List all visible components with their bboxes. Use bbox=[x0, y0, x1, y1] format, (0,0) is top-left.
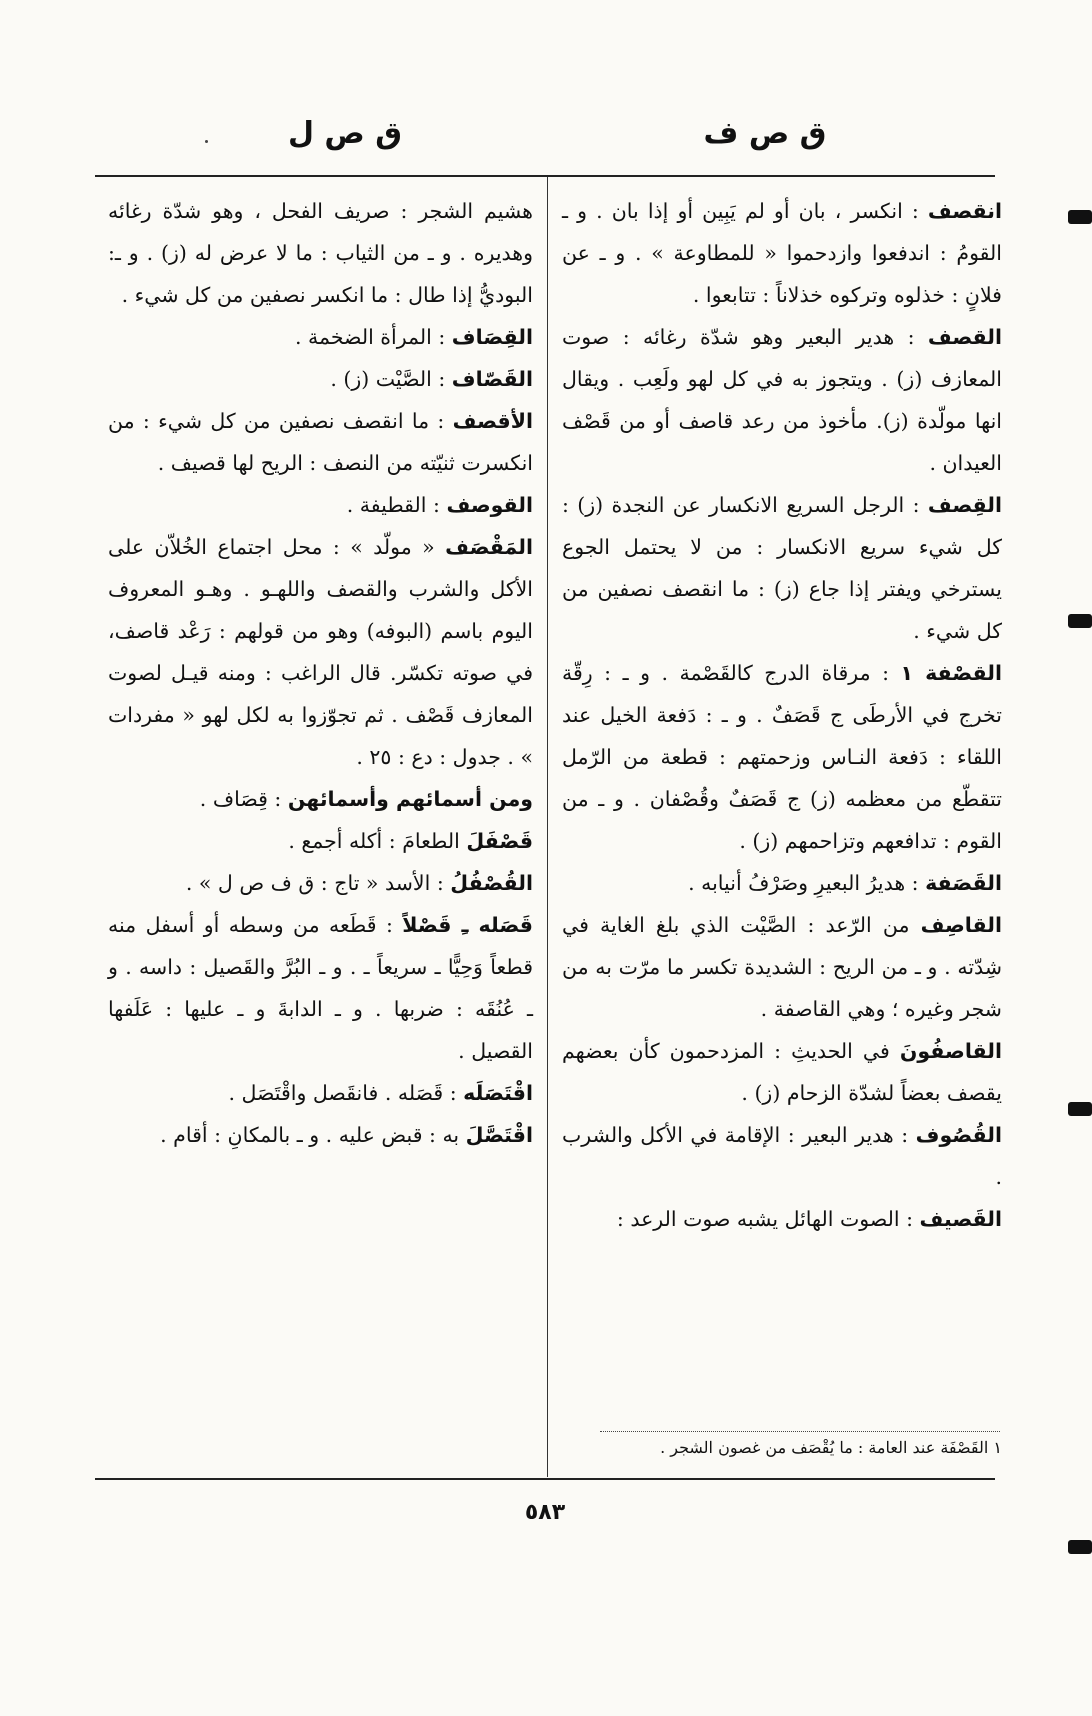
footnote-rule bbox=[600, 1431, 1000, 1432]
definition: : هديرُ البعيرِ وصَرْفُ أنيابه . bbox=[688, 871, 919, 895]
header-root-right: ق ص ف bbox=[703, 116, 827, 151]
definition: : هدير البعير وهو شدّة رغائه : صوت المعازف (ز) . ويتجوز به في كل لهو ولَعِب . ويقال انها مولّدة (ز). مأخوذ من رعد قاصف أو من قَصْف العيدان . bbox=[562, 325, 1002, 475]
entry-alqasifun bbox=[562, 1030, 1002, 1114]
definition: : الصوت الهائل يشبه صوت الرعد : bbox=[616, 1207, 913, 1231]
headword: القُصْفُلُ bbox=[450, 871, 533, 895]
entry-alqisaf bbox=[108, 316, 533, 358]
headword: الأقصف bbox=[452, 409, 533, 433]
entry-alqasif bbox=[562, 904, 1002, 1030]
left-column bbox=[108, 190, 533, 1156]
definition: : الأسد « تاج : ق ف ص ل » . bbox=[185, 871, 444, 895]
headword: قَصَله ـِ قَصْلاً bbox=[402, 913, 533, 937]
definition: به : قبض عليه . و ـ بالمكانِ : أقام . bbox=[160, 1123, 460, 1147]
right-column bbox=[562, 190, 1002, 1240]
entry-alqisf bbox=[562, 484, 1002, 652]
footnote: ١ القَصْفَة عند العامة : ما يُقْصَف من غصون الشجر . bbox=[660, 1438, 1002, 1457]
top-rule bbox=[95, 175, 995, 177]
definition: : انكسر ، بان أو لم يَبِين أو إذا بان . و ـ القومُ : اندفعوا وازدحموا « للمطاوعة » . و ـ عن فلانٍ : خذلوه وتركوه خذلاناً : تتابعوا . bbox=[562, 199, 1002, 307]
header-dot bbox=[205, 140, 208, 143]
headword: القاصِف bbox=[920, 913, 1002, 937]
entry-iqtassala bbox=[108, 1114, 533, 1156]
margin-mark-icon bbox=[1068, 1540, 1092, 1554]
entry-almaqsaf bbox=[108, 526, 533, 778]
definition: : المرأة الضخمة . bbox=[294, 325, 446, 349]
definition: في الحديثِ : المزدحمون كأن بعضهم يقصف بعضاً لشدّة الزحام (ز) . bbox=[562, 1039, 1002, 1105]
definition: هشيم الشجر : صريف الفحل ، وهو شدّة رغائه وهديره . و ـ من الثياب : ما لا عرض له (ز) . و ـ: البوديُّ إذا طال : ما انكسر نصفين من كل شيء . bbox=[108, 199, 533, 307]
margin-mark-icon bbox=[1068, 210, 1092, 224]
headword: القصف bbox=[927, 325, 1002, 349]
headword: القِصَاف bbox=[451, 325, 533, 349]
entry-alqusuf bbox=[562, 1114, 1002, 1198]
entry-alqasfa bbox=[562, 652, 1002, 862]
headword: القصْفة ١ bbox=[900, 661, 1002, 685]
entry-alqasif-sound bbox=[562, 1198, 1002, 1240]
definition: : مرقاة الدرج كالقَصْمة . و ـ : رِقّة تخرج في الأرطَى ج قَصَفٌ . و ـ : دَفعة الخيل عند اللقاء : دَفعة النـاس وزحمتهم : قطعة من الرّمل تتقطّع من معظمه (ز) ج قَصَفٌ وقُصْفان . و ـ من القوم : تدافعهم وتزاحمهم (ز) . bbox=[562, 661, 1002, 853]
headword: المَقْصَف bbox=[445, 535, 533, 559]
headword: القوصف bbox=[446, 493, 533, 517]
headword: اقْتَصَّلَ bbox=[465, 1123, 533, 1147]
margin-mark-icon bbox=[1068, 614, 1092, 628]
definition: : هدير البعير : الإقامة في الأكل والشرب . bbox=[562, 1123, 1002, 1189]
headword: القَصّاف bbox=[451, 367, 533, 391]
bottom-rule bbox=[95, 1478, 995, 1480]
entry-alqasf bbox=[562, 316, 1002, 484]
entry-names bbox=[108, 778, 533, 820]
headword: اقْتَصَلَه bbox=[463, 1081, 533, 1105]
definition: من الرّعد : الصَّيْت الذي بلغ الغاية في شِدّته . و ـ من الريح : الشديدة تكسر ما مرّت به من شجر وغيره ؛ وهي القاصفة . bbox=[562, 913, 1002, 1021]
entry-continued bbox=[108, 190, 533, 316]
entry-alaqsaf bbox=[108, 400, 533, 484]
page-number: ٥٨٣ bbox=[524, 1500, 566, 1525]
column-separator bbox=[547, 177, 548, 1477]
headword: انقصف bbox=[927, 199, 1002, 223]
headword: القِصف bbox=[927, 493, 1002, 517]
definition: : الصَّيْت (ز) . bbox=[330, 367, 446, 391]
entry-alqasafa bbox=[562, 862, 1002, 904]
headword: القاصفُونَ bbox=[899, 1039, 1002, 1063]
headword: ومن أسمائهم وأسمائهن bbox=[287, 787, 533, 811]
definition: : قِصَاف . bbox=[199, 787, 282, 811]
definition: « مولّد » : محل اجتماع الخُلاّن على الأكل والشرب والقصف واللهـو . وهـو المعروف اليوم باسم (البوفه) وهو من قولهم : رَعْد قاصف، في صوته تكسّر. قال الراغب : ومنه قيـل لصوت المعازف قَصْف . ثم تجوّزوا به لكل لهو « مفردات » . جدول : دع : ٢٥ . bbox=[108, 535, 533, 769]
headword: قَصْفَلَ bbox=[466, 829, 533, 853]
entry-iqtasala bbox=[108, 1072, 533, 1114]
definition: : قَصَله . فانقَصل واقْتَصَل . bbox=[228, 1081, 457, 1105]
definition: : القطيفة . bbox=[346, 493, 440, 517]
definition: الطعامَ : أكله أجمع . bbox=[288, 829, 460, 853]
entry-qasfala bbox=[108, 820, 533, 862]
entry-inqasafa bbox=[562, 190, 1002, 316]
headword: القُصُوف bbox=[915, 1123, 1002, 1147]
entry-alqassaf bbox=[108, 358, 533, 400]
margin-mark-icon bbox=[1068, 1102, 1092, 1116]
header-root-left: ق ص ل bbox=[287, 116, 403, 151]
headword: القَصيف bbox=[919, 1207, 1002, 1231]
entry-qasala bbox=[108, 904, 533, 1072]
definition: : قَطَعه من وسطه أو أسفل منه قطعاً وَحِيًّا ـ سريعاً ـ . و ـ البُرَّ والقَصيل : داسه . و ـ عُنُقَه : ضربها . و ـ الدابةَ و ـ عليها : عَلَفها القصيل . bbox=[108, 913, 533, 1063]
entry-alqusful bbox=[108, 862, 533, 904]
entry-alqawsaf bbox=[108, 484, 533, 526]
definition: : ما انقصف نصفين من كل شيء : من انكسرت ثنيّته من النصف : الريح لها قصيف . bbox=[108, 409, 533, 475]
headword: القَصَفة bbox=[925, 871, 1002, 895]
definition: : الرجل السريع الانكسار عن النجدة (ز) : كل شيء سريع الانكسار : من لا يحتمل الجوع يسترخي ويفتر إذا جاع (ز) : ما انقصف نصفين من كل شيء . bbox=[562, 493, 1002, 643]
